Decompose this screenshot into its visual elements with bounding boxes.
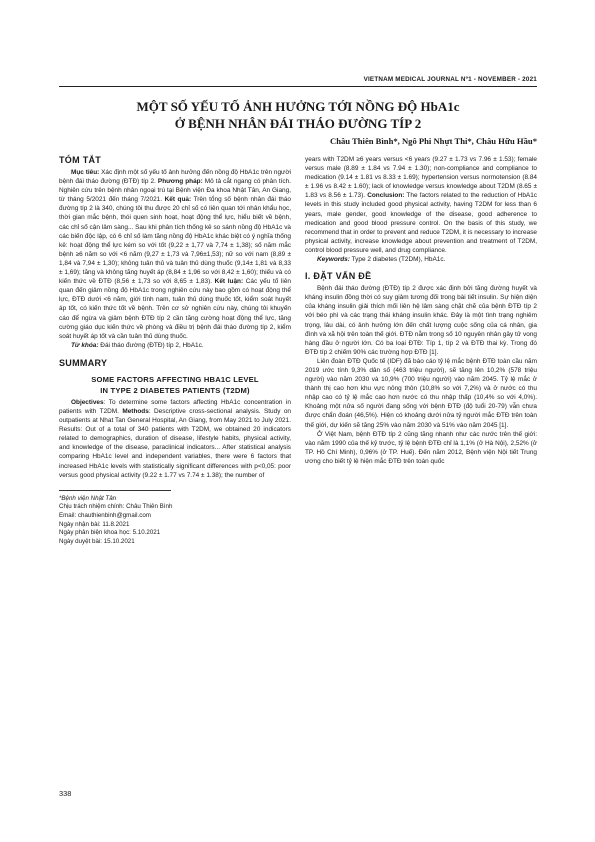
title-line-2: Ở BỆNH NHÂN ĐÁI THÁO ĐƯỜNG TÍP 2 — [174, 116, 422, 131]
vi-keywords — [59, 341, 291, 350]
footnotes — [59, 495, 291, 547]
vi-keywords-text: Đái tháo đường (ĐTĐ) típ 2, HbA1c. — [98, 341, 204, 349]
journal-header: VIETNAM MEDICAL JOURNAL Nº1 - NOVEMBER - 2021 — [363, 76, 537, 83]
intro-paragraph-3: Ở Việt Nam, bệnh ĐTĐ típ 2 cũng tăng nhanh như các nước trên thế giới: vào năm 1990 của thế kỷ trước, tỷ lệ bệnh ĐTĐ chỉ là 1,1% (ở Hà Nội), 2,52% (ở TP. Hồ Chí Minh), 0,96% (ở TP. Huế). Đến năm 2012, Bệnh viện Nội tiết Trung ương cho biết tỷ lệ hiện mắc ĐTĐ trên toàn quốc — [305, 430, 537, 465]
en-objective-label: Objectives — [71, 398, 104, 406]
header-rule — [59, 86, 537, 87]
footnote-reviewed: Ngày phản biện khoa học: 5.10.2021 — [59, 529, 161, 537]
vi-method-text: Mô tả cắt ngang có phân tích. Nghiên cứu trên bệnh nhân ngoại trú tại Bệnh viện Đa khoa Nhật Tân, An Giang, từ tháng 5/2021 đến tháng 7/2021. — [59, 178, 291, 204]
en-title — [59, 374, 291, 396]
vi-abstract-body — [59, 168, 291, 341]
en-conclusion-text: The factors related to the reduction of HbA1c levels in this study included good physical activity, having T2DM for less than 6 years, male gender, good knowledge of the disease, good adherence to medication and good blood pressure control. On the basis of this study, we recommend that in order to prevent and reduce T2DM, it is necessary to increase physical activity, increase knowledge about prevention and treatment of T2DM, control blood pressure well, and drug compliance. — [305, 192, 538, 254]
title-line-1: MỘT SỐ YẾU TỐ ẢNH HƯỞNG TỚI NỒNG ĐỘ HbA1c — [136, 99, 460, 114]
footnote-email: Email: chauthienbinh@gmail.com — [59, 511, 151, 519]
vi-conclusion-label: Kết luận: — [212, 278, 244, 286]
article-title — [59, 98, 537, 132]
en-conclusion-label: Conclusion: — [365, 192, 405, 200]
footnote-received: Ngày nhận bài: 11.8.2021 — [59, 520, 130, 528]
footnote-responsible: Chịu trách nhiệm chính: Châu Thiên Bình — [59, 503, 173, 511]
vi-method-label: Phương pháp: — [155, 178, 203, 186]
left-column — [59, 155, 291, 546]
vi-objective-text: Xác định một số yếu tố ảnh hưởng đến nồng độ HbA1c trên người bệnh đái tháo đường (ĐTĐ) típ 2. — [59, 169, 291, 186]
vi-objective-label: Mục tiêu: — [71, 169, 100, 176]
footnote-approved: Ngày duyệt bài: 15.10.2021 — [59, 537, 135, 545]
vi-result-text: Trên tổng số bệnh nhân đái tháo đường típ 2 là 340, chúng tôi thu được 20 chỉ số có liên quan tới nhân khẩu học, thời gian mắc bệnh, thói quen sinh hoạt, hoạt động thể lực, hiểu biết về bệnh, các chỉ số cận lâm sàng... Sau khi phân tích thống kê so sánh nồng độ HbA1c và các biến độc lập, có 6 chỉ số làm tăng nồng độ HbA1c khác biệt có ý nghĩa thống kê: hoạt động thể lực kém so với tốt (9,22 ± 1,77 và 7,74 ± 1,38); số năm mắc bệnh ≥6 năm so với <6 năm (9,27 ± 1,73 và 7,96±1,53); nữ so với nam (8,89 ± 1,84 và 7,94 ± 1,30); không tuân thủ và tuân thủ dùng thuốc (9,14± 1,81 và 8,33 ± 1,69); tăng và không tăng huyết áp (8,84 ± 1,96 so với 8,42 ± 1,60); thiếu và có kiến thức về ĐTĐ (8,56 ± 1,73 so với 8,65 ± 1,83). — [59, 196, 292, 286]
vi-abstract-heading: TÓM TẮT — [59, 155, 102, 165]
footnote-separator — [59, 490, 171, 491]
footnote-affiliation: *Bệnh viện Nhật Tân — [59, 494, 117, 502]
intro-paragraph-2: Liên đoàn ĐTĐ Quốc tế (IDF) đã báo cáo tỷ lệ mắc bệnh ĐTĐ toàn cầu năm 2019 ước tính 9,3% dân số (463 triệu người), sẽ tăng lên 10,2% (578 triệu người) vào năm 2030 và 10,9% (700 triệu người) vào năm 2045. Tỷ lệ mắc ở thành thị cao hơn khu vực nông thôn (10,8% so với 7,2%) và ở nước có thu nhập cao có tỷ lệ mắc cao hơn nước có thu nhập thấp (10,4% so với 4,0%). Khoảng một nửa số người đang sống với bệnh ĐTĐ (độ tuổi 20-79) vẫn chưa được chẩn đoán (46,5%). Hiện có khoảng dưới nửa tỷ người mắc ĐTĐ trên toàn thế giới, dự kiến sẽ tăng 25% vào năm 2030 và 51% vào năm 2045 [1]. — [305, 357, 537, 429]
vi-result-label: Kết quả: — [162, 196, 192, 204]
en-keywords-label: Keywords: — [317, 256, 350, 264]
en-results-continued: years with T2DM ≥6 years versus <6 years (9.27 ± 1.73 vs 7.96 ± 1.53); female versus male (8.89 ± 1.84 vs 7.94 ± 1.30); non-compliance and compliance to medication (9.14 ± 1.81 vs 8.33 ± 1.69); hypertension versus normotension (8.84 ± 1.96 vs 8.42 ± 1.60); lack of knowledge versus knowledge about T2DM (8.65 ± 1.83 vs 8.56 ± 1.73). — [305, 156, 537, 200]
en-summary-heading: SUMMARY — [59, 357, 108, 368]
en-objective-text: : To determine some factors affecting HbA1c concentration in patients with T2DM. — [59, 398, 291, 415]
en-abstract-body — [59, 398, 291, 480]
en-method-label: Methods — [122, 407, 149, 415]
vi-keywords-label: Từ khóa: — [71, 341, 99, 349]
authors: Châu Thiên Bình*, Ngô Phi Nhựt Thi*, Châu Hữu Hầu* — [329, 136, 537, 146]
en-title-line-1: SOME FACTORS AFFECTING HBA1C LEVEL — [91, 374, 259, 384]
en-method-text: : Descriptive cross-sectional analysis. Study on outpatients at Nhat Tan General Hospital, An Giang, from May 2021 to July 2021. Results: Out of a total of 340 patients with T2DM, we obtained 20 indicators related to demographics, duration of disease, lifestyle habits, physical activity, and knowledge of the disease, paraclinical indicators... After statistical analysis comparing HbA1c level and independent variables, there were 6 factors that increased HbA1c levels with statistically significant differences with p<0,05: poor versus good physical activity (9.22 ± 1.77 vs 7.74 ± 1.38); the number of — [59, 407, 291, 479]
en-keywords — [305, 255, 537, 264]
intro-heading: I. ĐẶT VẤN ĐỀ — [305, 271, 372, 282]
intro-paragraph-1: Bệnh đái tháo đường (ĐTĐ) típ 2 được xác định bởi tăng đường huyết và kháng insulin đồng thời có suy giảm tương đối trong bài tiết insulin. Sự hiện diện của kháng insulin giải thích mối liên hệ lâm sàng chặt chẽ của bệnh ĐTĐ típ 2 với béo phì và các trạng thái kháng insulin khác. Đây là một tình trạng nghiêm trọng, lâu dài, có ảnh hưởng lớn đến chất lượng cuộc sống của cá nhân, gia đình và xã hội trên toàn thế giới. ĐTĐ nằm trong số 10 nguyên nhân gây tử vong hàng đầu ở người lớn. Có ba loại ĐTĐ: Típ 1, típ 2 và ĐTĐ thai kỳ. Trong đó ĐTĐ típ 2 chiếm 90% các trường hợp ĐTĐ [1]. — [305, 285, 537, 356]
vi-conclusion-text: Các yếu tố liên quan đến giảm nồng độ HbA1c trong nghiên cứu này bao gồm có hoạt động thể lực, ĐTĐ dưới <6 năm, giới tính nam, tuân thủ dùng thuốc tốt, kiểm soát huyết áp tốt, có kiến thức tốt về bệnh. Trên cơ sở nghiên cứu này, chúng tôi khuyến cáo để ngừa và giảm bệnh ĐTĐ típ 2 cần tăng cường hoạt động thể lực, tăng cường giáo dục kiến thức về phòng và điều trị bệnh đái tháo đường típ 2, kiểm soát huyết áp tốt và cần tuân thủ dùng thuốc. — [59, 278, 291, 340]
en-keywords-text: Type 2 diabetes (T2DM), HbA1c. — [349, 256, 446, 264]
en-abstract-continued — [305, 155, 537, 255]
en-title-line-2: IN TYPE 2 DIABETES PATIENTS (T2DM) — [100, 385, 250, 395]
right-column — [305, 155, 537, 466]
page-number: 338 — [59, 789, 72, 798]
